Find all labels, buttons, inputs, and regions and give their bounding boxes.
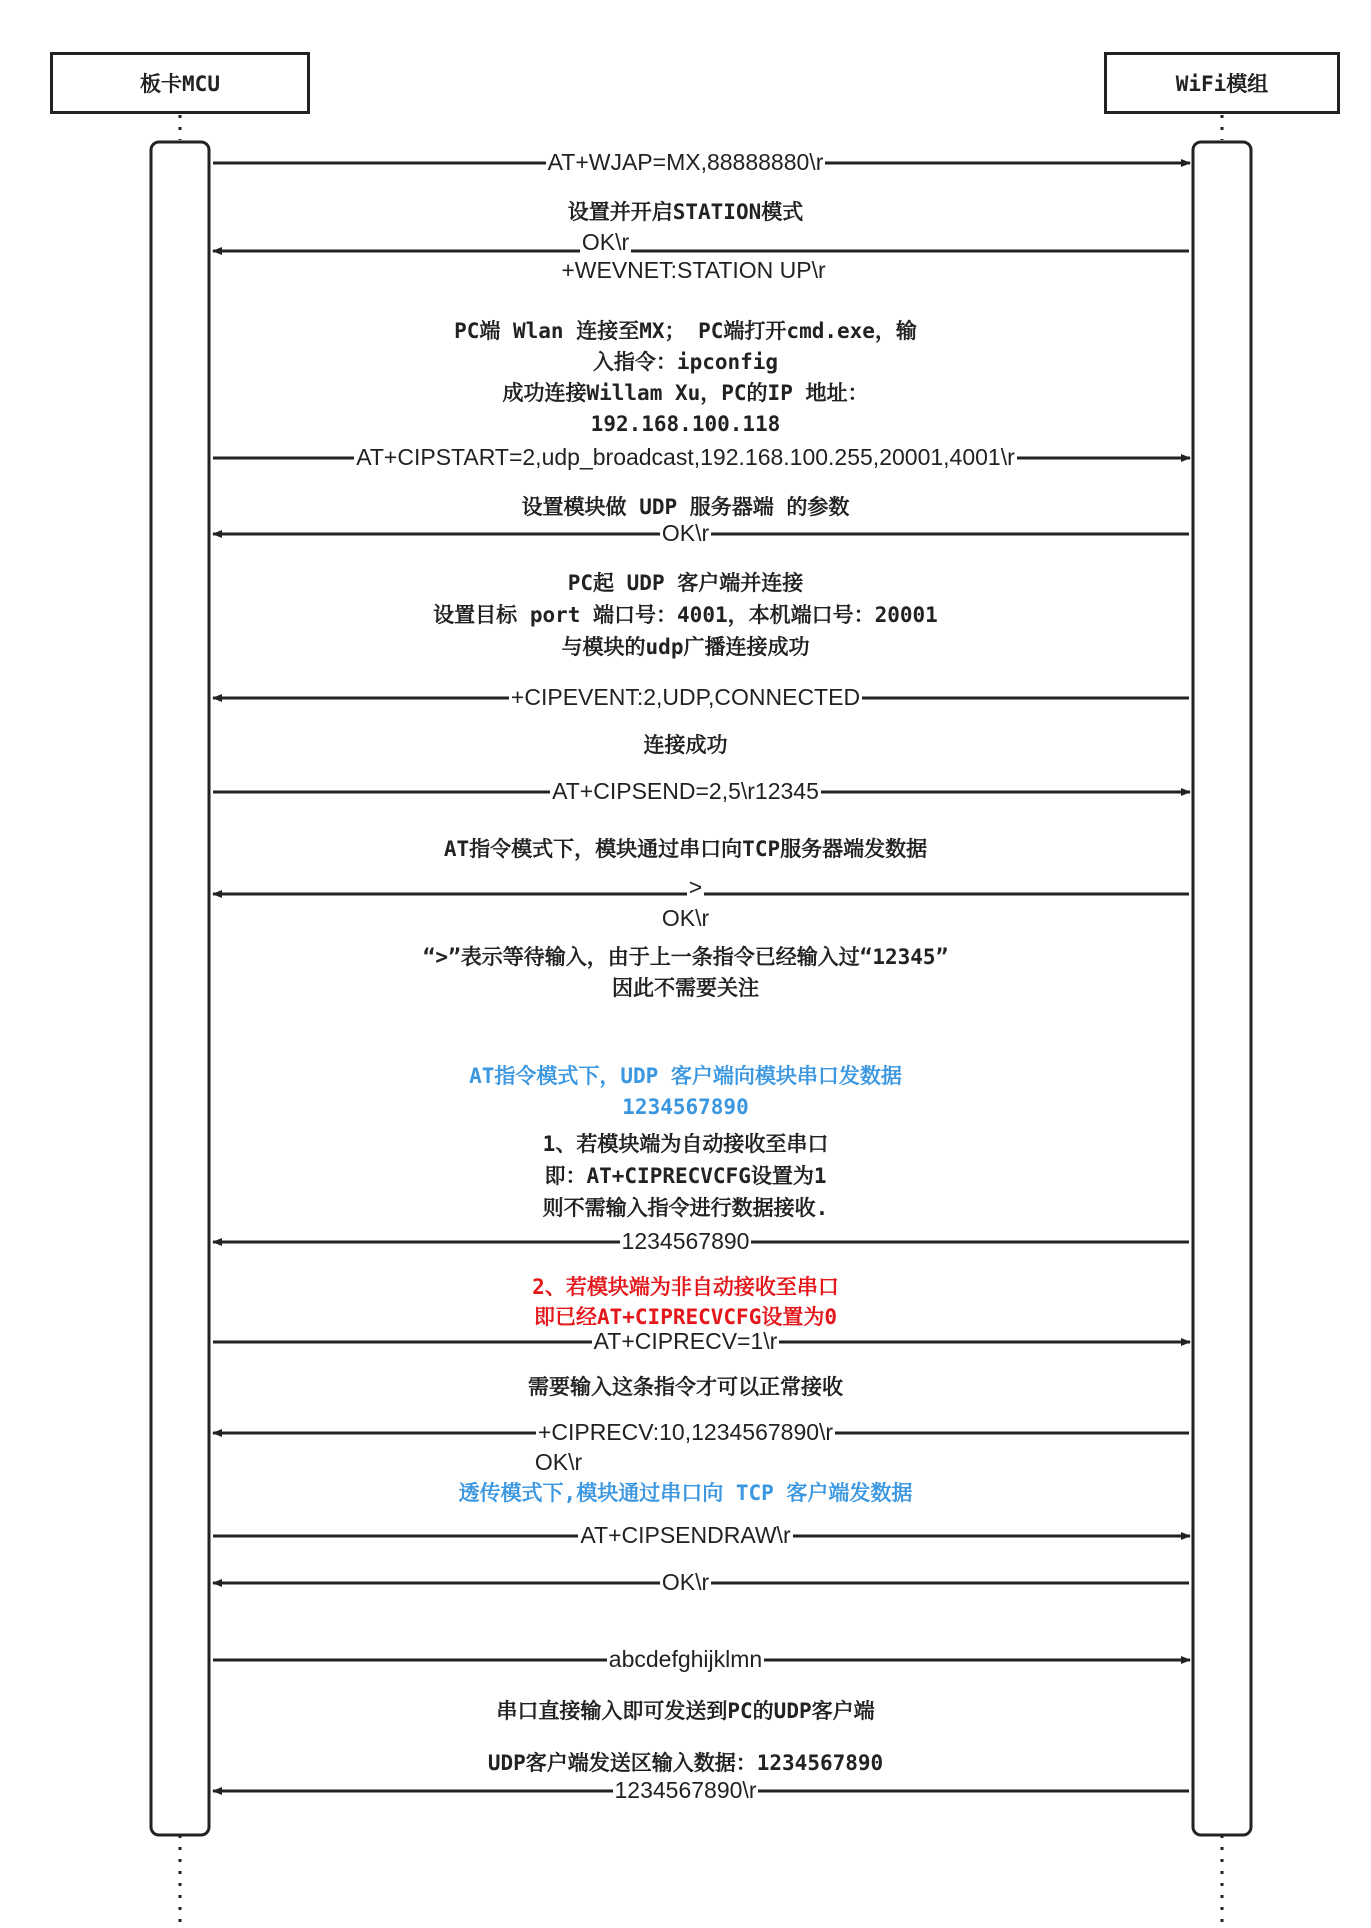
note-text: “>”表示等待输入，由于上一条指令已经输入过“12345” xyxy=(422,945,949,969)
note-text: PC端 Wlan 连接至MX； PC端打开cmd.exe，输 xyxy=(454,319,917,343)
note-text: 设置并开启STATION模式 xyxy=(567,200,804,224)
note-text: 需要输入这条指令才可以正常接收 xyxy=(528,1375,843,1399)
note-text: 入指令：ipconfig xyxy=(592,350,779,374)
note-text-blue: 1234567890 xyxy=(622,1095,749,1119)
note-text: 串口直接输入即可发送到PC的UDP客户端 xyxy=(496,1699,875,1723)
note-text-blue: AT指令模式下，UDP 客户端向模块串口发数据 xyxy=(469,1064,902,1088)
note-text-red: 2、若模块端为非自动接收至串口 xyxy=(532,1275,839,1299)
note-text: AT指令模式下，模块通过串口向TCP服务器端发数据 xyxy=(443,837,928,861)
message-label: OK\r xyxy=(581,229,630,255)
note-text: 连接成功 xyxy=(643,733,728,757)
message-label: AT+CIPSENDRAW\r xyxy=(580,1522,791,1548)
message-label: AT+WJAP=MX,88888880\r xyxy=(547,149,824,175)
note-text: 1、若模块端为自动接收至串口 xyxy=(542,1132,829,1156)
note-text: 即：AT+CIPRECVCFG设置为1 xyxy=(544,1164,827,1188)
message-label: OK\r xyxy=(534,1449,583,1475)
note-text-red: 即已经AT+CIPRECVCFG设置为0 xyxy=(533,1305,837,1329)
note-text-blue: 透传模式下,模块通过串口向 TCP 客户端发数据 xyxy=(458,1481,913,1505)
note-text: 因此不需要关注 xyxy=(612,976,759,1000)
note-text: 与模块的udp广播连接成功 xyxy=(561,635,810,659)
message-label: +CIPRECV:10,1234567890\r xyxy=(537,1419,834,1445)
message-label: > xyxy=(688,874,703,900)
message-label: OK\r xyxy=(661,1569,710,1595)
message-label: +WEVNET:STATION UP\r xyxy=(561,257,826,283)
actor-mcu: 板卡MCU xyxy=(50,52,310,114)
note-text: 设置目标 port 端口号：4001，本机端口号：20001 xyxy=(433,603,938,627)
message-label: OK\r xyxy=(661,905,710,931)
message-label: AT+CIPSTART=2,udp_broadcast,192.168.100.255,20001,4001\r xyxy=(356,444,1015,470)
note-text: PC起 UDP 客户端并连接 xyxy=(567,571,804,595)
note-text: 则不需输入指令进行数据接收. xyxy=(542,1196,829,1220)
message-label: AT+CIPSEND=2,5\r12345 xyxy=(552,778,819,804)
note-text: 设置模块做 UDP 服务器端 的参数 xyxy=(521,495,850,519)
message-label: OK\r xyxy=(661,520,710,546)
note-text: UDP客户端发送区输入数据：1234567890 xyxy=(487,1751,884,1775)
note-text: 成功连接Willam Xu，PC的IP 地址： xyxy=(502,381,869,405)
actor-wifi: WiFi模组 xyxy=(1104,52,1340,114)
note-text: 192.168.100.118 xyxy=(590,412,781,436)
message-label: AT+CIPRECV=1\r xyxy=(593,1328,778,1354)
message-label: 1234567890\r xyxy=(614,1777,757,1803)
message-label: abcdefghijklmn xyxy=(608,1646,763,1672)
message-label: +CIPEVENT:2,UDP,CONNECTED xyxy=(510,684,861,710)
message-label: 1234567890 xyxy=(621,1228,750,1254)
